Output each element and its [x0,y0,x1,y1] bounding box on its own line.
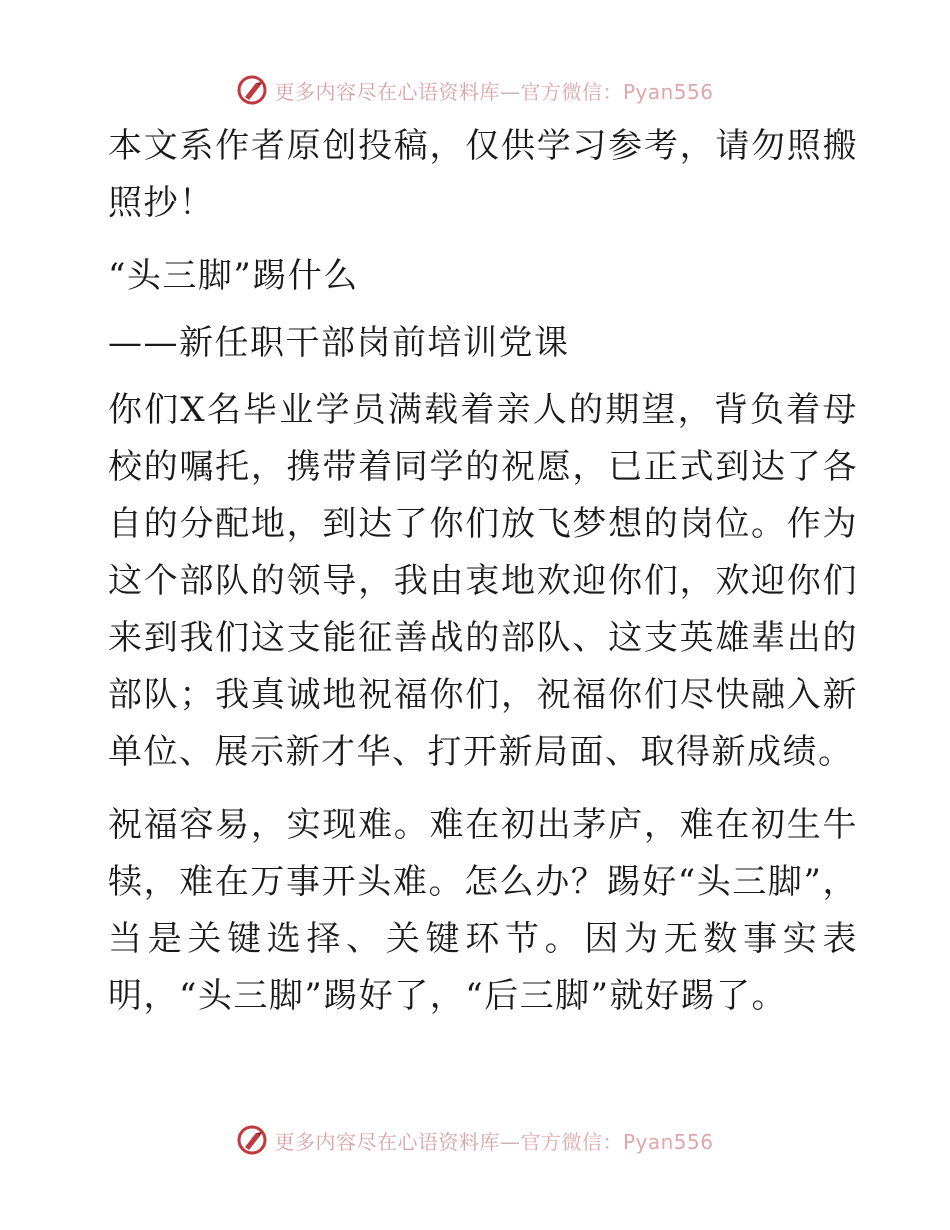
banner-site-text: 更多内容尽在心语资料库 [274,1129,500,1154]
pen-circle-logo-icon [236,74,268,106]
footer-banner [0,1120,950,1160]
document-subtitle: ——新任职干部岗前培训党课 [108,323,570,363]
document-body [98,118,858,1025]
banner-wechat-text: 官方微信：Pyan556 [520,79,714,104]
banner-wechat-text: 官方微信：Pyan556 [520,1129,714,1154]
copyright-notice: 本文系作者原创投稿，仅供学习参考，请勿照搬照抄！ [108,126,858,223]
banner-text [274,76,713,105]
document-title: “头三脚”踢什么 [108,256,359,296]
banner-separator: — [499,1129,521,1154]
header-banner [0,70,950,110]
body-paragraph: 你们X名毕业学员满载着亲人的期望，背负着母校的嘱托，携带着同学的祝愿，已正式到达了各自的分配地，到达了你们放飞梦想的岗位。作为这个部队的领导，我由衷地欢迎你们，欢迎你们来到我们这支能征善战的部队、这支英雄辈出的部队；我真诚地祝福你们，祝福你们尽快融入新单位、展示新才华、打开新局面、取得新成绩。 [108,390,858,772]
banner-site-text: 更多内容尽在心语资料库 [274,79,500,104]
body-paragraph: 祝福容易，实现难。难在初出茅庐，难在初生牛犊，难在万事开头难。怎么办？踢好“头三脚”，当是关键选择、关键环节。因为无数事实表明，“头三脚”踢好了，“后三脚”就好踢了。 [108,805,858,1016]
pen-circle-logo-icon [236,1124,268,1156]
banner-text [274,1126,713,1155]
banner-separator: — [499,79,521,104]
